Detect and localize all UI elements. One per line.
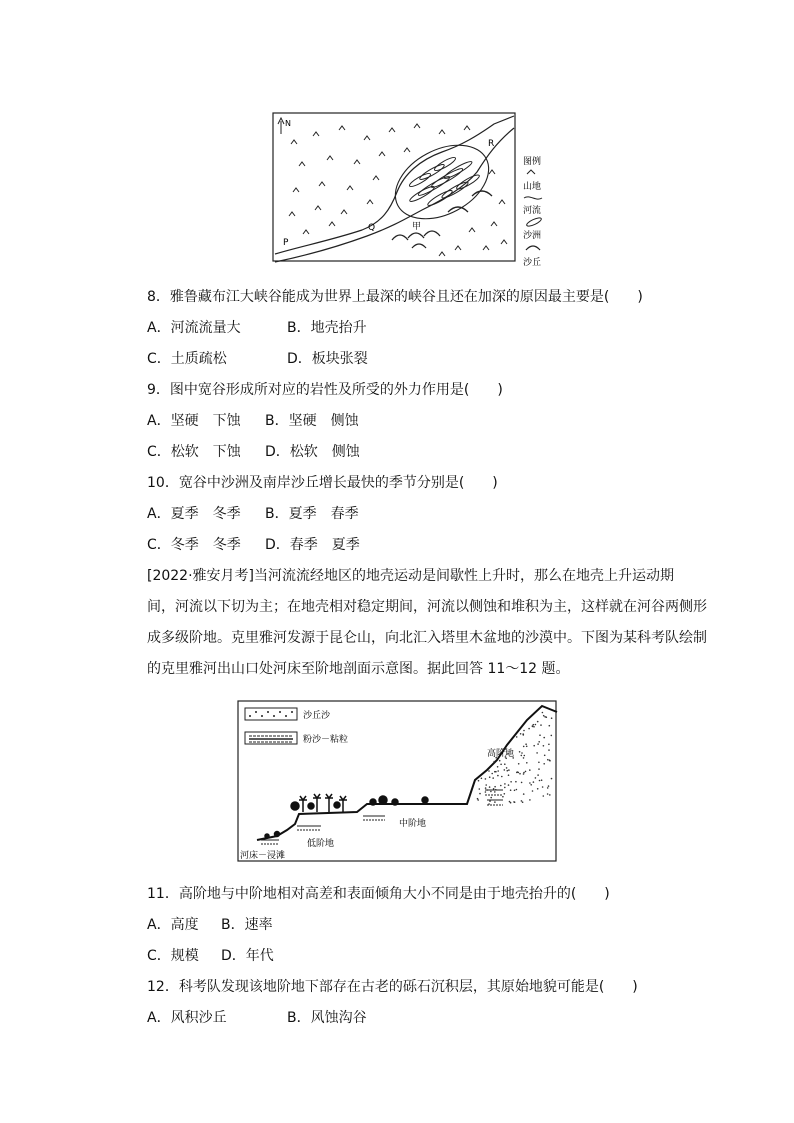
canyon-map-figure — [272, 112, 542, 270]
q8-option-c: C．土质疏松 — [147, 351, 227, 367]
q10-option-c: C．冬季 冬季 — [147, 537, 241, 553]
legend-mountain: 山地 — [523, 182, 542, 192]
label-low-terrace: 低阶地 — [307, 839, 335, 849]
river-legend-icon — [524, 197, 542, 199]
q11-option-b: B．速率 — [221, 917, 273, 933]
vegetation — [265, 794, 428, 838]
profile-legend — [245, 708, 348, 745]
label-p: P — [283, 238, 289, 248]
q11-stem: 11．高阶地与中阶地相对高差和表面倾角大小不同是由于地壳抬升的( ) — [147, 886, 610, 902]
north-label: N — [285, 119, 291, 128]
passage-line-2: 间，河流以下切为主；在地壳相对稳定期间，河流以侧蚀和堆积为主，这样就在河谷两侧形 — [147, 599, 707, 615]
label-jia: 甲 — [412, 222, 422, 232]
legend-sandbar: 沙洲 — [523, 231, 542, 241]
map-legend — [523, 155, 542, 268]
q8-stem: 8．雅鲁藏布江大峡谷能成为世界上最深的峡谷且还在加深的原因最主要是( ) — [147, 289, 643, 305]
q10-option-d: D．春季 夏季 — [265, 537, 360, 553]
q12-stem: 12．科考队发现该地阶地下部存在古老的砾石沉积层，其原始地貌可能是( ) — [147, 979, 638, 995]
terrace-profile-figure — [237, 700, 557, 862]
passage-line-1: [2022·雅安月考]当河流流经地区的地壳运动是间歇性上升时，那么在地壳上升运动期 — [147, 568, 675, 584]
passage-line-3: 成多级阶地。克里雅河发源于昆仑山，向北汇入塔里木盆地的沙漠中。下图为某科考队绘制 — [147, 630, 707, 646]
river-north-bank — [275, 116, 514, 254]
q10-option-b: B．夏季 春季 — [265, 506, 359, 522]
mountain-legend-icon — [527, 170, 535, 174]
legend-silt: 粉沙－粘粒 — [303, 735, 349, 745]
q9-stem: 9．图中宽谷形成所对应的岩性及所受的外力作用是( ) — [147, 382, 503, 398]
q11-option-c: C．规模 — [147, 948, 199, 964]
legend-sand: 沙丘沙 — [303, 711, 331, 721]
label-mid-terrace: 中阶地 — [399, 819, 427, 829]
q12-option-b: B．风蚀沟谷 — [287, 1010, 367, 1026]
label-q: Q — [368, 223, 376, 233]
q10-option-a: A．夏季 冬季 — [147, 506, 241, 522]
q9-option-b: B．坚硬 侧蚀 — [265, 413, 359, 429]
q8-option-b: B．地壳抬升 — [287, 320, 367, 336]
label-r: R — [488, 139, 495, 149]
legend-river: 河流 — [523, 206, 542, 216]
q8-option-d: D．板块张裂 — [287, 351, 368, 367]
q9-option-c: C．松软 下蚀 — [147, 444, 241, 460]
q9-option-d: D．松软 侧蚀 — [265, 444, 360, 460]
legend-dune: 沙丘 — [523, 258, 542, 268]
legend-title: 图例 — [523, 157, 542, 167]
river-south-bank — [275, 128, 514, 262]
passage-line-4: 的克里雅河出山口处河床至阶地剖面示意图。据此回答 11～12 题。 — [147, 661, 570, 677]
label-riverbed: 河床－浸滩 — [240, 851, 286, 861]
sand-legend-swatch — [245, 708, 297, 720]
q10-stem: 10．宽谷中沙洲及南岸沙丘增长最快的季节分别是( ) — [147, 475, 498, 491]
q12-option-a: A．风积沙丘 — [147, 1010, 227, 1026]
q8-option-a: A．河流流量大 — [147, 320, 241, 336]
q11-option-d: D．年代 — [221, 948, 274, 964]
dune-legend-icon — [526, 246, 540, 250]
label-high-terrace: 高阶地 — [487, 749, 515, 759]
q9-option-a: A．坚硬 下蚀 — [147, 413, 241, 429]
q11-option-a: A．高度 — [147, 917, 199, 933]
sandbar-legend-icon — [526, 216, 543, 227]
